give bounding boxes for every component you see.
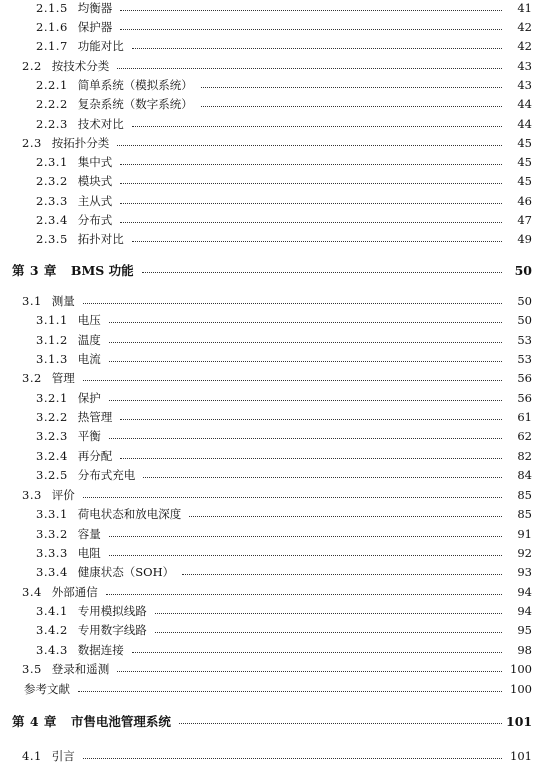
toc-entry-number: 3.4.1 xyxy=(36,604,68,618)
toc-entry-number: 3.3.1 xyxy=(36,507,68,521)
dot-leader xyxy=(109,438,502,439)
toc-entry-number: 2.3.1 xyxy=(36,155,68,169)
toc-entry-row[interactable] xyxy=(36,115,532,133)
toc-page-number: 92 xyxy=(517,546,532,560)
toc-entry-row[interactable] xyxy=(36,230,532,248)
toc-entry-title: 分布式充电 xyxy=(77,468,136,482)
toc-entry-row[interactable] xyxy=(22,57,532,75)
toc-page-number: 101 xyxy=(510,749,532,763)
toc-entry-row[interactable] xyxy=(36,505,532,523)
toc-entry-number: 3.3.3 xyxy=(36,546,68,560)
dot-leader xyxy=(106,594,502,595)
toc-entry-number: 2.2.1 xyxy=(36,78,68,92)
toc-entry-number: 3.1 xyxy=(22,294,42,308)
toc-entry-row[interactable] xyxy=(36,311,532,329)
toc-entry-title: 评价 xyxy=(51,488,75,502)
toc-entry-number: 2.2 xyxy=(22,59,42,73)
toc-entry-number: 2.1.6 xyxy=(36,20,68,34)
toc-entry-number: 2.1.7 xyxy=(36,39,68,53)
toc-entry-title: 健康状态（SOH） xyxy=(77,565,175,579)
toc-page-number: 45 xyxy=(517,155,532,169)
dot-leader xyxy=(83,497,502,498)
toc-entry-row[interactable] xyxy=(22,292,532,310)
toc-entry-title: 荷电状态和放电深度 xyxy=(77,507,182,521)
toc-entry-title: 功能对比 xyxy=(77,39,124,53)
toc-entry-number: 第 3 章 xyxy=(12,263,57,278)
toc-page-number: 45 xyxy=(517,174,532,188)
toc-entry-row[interactable] xyxy=(36,602,532,620)
toc-entry-number: 2.3.3 xyxy=(36,194,68,208)
toc-entry-number: 3.1.1 xyxy=(36,313,68,327)
dot-leader xyxy=(78,691,502,692)
toc-entry-number: 2.3.2 xyxy=(36,174,68,188)
toc-entry-title: 集中式 xyxy=(77,155,113,169)
toc-entry-title: 引言 xyxy=(51,749,75,763)
toc-entry-number: 2.2.3 xyxy=(36,117,68,131)
toc-entry-title: 热管理 xyxy=(77,410,113,424)
toc-entry-row[interactable] xyxy=(36,641,532,659)
toc-page-number: 43 xyxy=(517,78,532,92)
dot-leader xyxy=(120,203,502,204)
toc-chapter-row[interactable] xyxy=(12,259,532,281)
toc-entry-title: 外部通信 xyxy=(51,585,98,599)
dot-leader xyxy=(189,516,502,517)
toc-entry-title: 分布式 xyxy=(77,213,113,227)
toc-page-number: 44 xyxy=(517,117,532,131)
toc-entry-title: 管理 xyxy=(51,371,75,385)
toc-entry-title: 简单系统（模拟系统） xyxy=(77,78,193,92)
toc-entry-row[interactable] xyxy=(36,76,532,94)
toc-page-number: 62 xyxy=(517,429,532,443)
toc-page-number: 42 xyxy=(517,20,532,34)
toc-entry-row[interactable] xyxy=(36,37,532,55)
toc-entry-title: 参考文献 xyxy=(24,682,70,696)
toc-entry-number: 2.3.5 xyxy=(36,232,68,246)
toc-page-number: 100 xyxy=(510,682,532,696)
toc-entry-row[interactable] xyxy=(36,525,532,543)
toc-page-number: 98 xyxy=(517,643,532,657)
toc-page-number: 50 xyxy=(517,313,532,327)
toc-entry-row[interactable] xyxy=(22,134,532,152)
toc-entry-title: 拓扑对比 xyxy=(77,232,124,246)
dot-leader xyxy=(120,458,502,459)
toc-page-number: 95 xyxy=(517,623,532,637)
toc-entry-number: 4.1 xyxy=(22,749,42,763)
dot-leader xyxy=(109,400,502,401)
toc-page-number: 101 xyxy=(506,713,533,729)
toc-entry-title: 电阻 xyxy=(77,546,101,560)
toc-page-number: 43 xyxy=(517,59,532,73)
toc-entry-row[interactable] xyxy=(36,0,532,17)
toc-entry-title: 技术对比 xyxy=(77,117,124,131)
toc-entry-number: 2.3 xyxy=(22,136,42,150)
toc-entry-title: 按技术分类 xyxy=(51,59,110,73)
toc-page-number: 56 xyxy=(517,371,532,385)
toc-page-number: 41 xyxy=(517,1,532,15)
toc-entry-number: 3.3 xyxy=(22,488,42,502)
toc-page-number: 50 xyxy=(517,294,532,308)
toc-entry-row[interactable] xyxy=(36,408,532,426)
toc-entry-title: 电压 xyxy=(77,313,101,327)
toc-entry-title: BMS 功能 xyxy=(70,263,134,278)
toc-page-number: 53 xyxy=(517,352,532,366)
toc-entry-number: 3.3.4 xyxy=(36,565,68,579)
dot-leader xyxy=(117,68,502,69)
toc-entry-number: 2.1.5 xyxy=(36,1,68,15)
toc-entry-title: 登录和遥测 xyxy=(51,662,110,676)
dot-leader xyxy=(120,164,502,165)
toc-entry-title: 专用数字线路 xyxy=(77,623,147,637)
toc-entry-number: 3.2 xyxy=(22,371,42,385)
toc-page-number: 84 xyxy=(517,468,532,482)
toc-entry-row[interactable] xyxy=(22,660,532,678)
toc-entry-title: 按拓扑分类 xyxy=(51,136,110,150)
toc-entry-number: 3.2.3 xyxy=(36,429,68,443)
dot-leader xyxy=(120,29,502,30)
toc-page-number: 94 xyxy=(517,585,532,599)
toc-entry-row[interactable] xyxy=(36,211,532,229)
toc-page-number: 85 xyxy=(517,488,532,502)
toc-entry-title: 温度 xyxy=(77,333,101,347)
dot-leader xyxy=(155,632,502,633)
toc-page-number: 61 xyxy=(517,410,532,424)
toc-entry-number: 3.3.2 xyxy=(36,527,68,541)
toc-entry-row[interactable] xyxy=(22,747,532,765)
toc-page-number: 49 xyxy=(517,232,532,246)
dot-leader xyxy=(117,671,502,672)
dot-leader xyxy=(83,380,502,381)
dot-leader xyxy=(120,183,502,184)
toc-page-number: 50 xyxy=(514,262,532,278)
toc-page-number: 82 xyxy=(517,449,532,463)
toc-entry-row[interactable] xyxy=(36,427,532,445)
toc-entry-title: 专用模拟线路 xyxy=(77,604,147,618)
dot-leader xyxy=(109,555,502,556)
dot-leader xyxy=(117,145,502,146)
toc-entry-title: 主从式 xyxy=(77,194,113,208)
toc-page-number: 45 xyxy=(517,136,532,150)
dot-leader xyxy=(109,361,502,362)
toc-entry-number: 3.1.2 xyxy=(36,333,68,347)
toc-entry-title: 数据连接 xyxy=(77,643,124,657)
toc-entry-row[interactable] xyxy=(36,18,532,36)
toc-page-number: 42 xyxy=(517,39,532,53)
toc-page-number: 85 xyxy=(517,507,532,521)
toc-entry-row[interactable] xyxy=(36,172,532,190)
toc-entry-row[interactable] xyxy=(36,447,532,465)
dot-leader xyxy=(143,477,502,478)
toc-references-row[interactable] xyxy=(24,680,532,698)
dot-leader xyxy=(179,723,502,724)
toc-page-number: 93 xyxy=(517,565,532,579)
toc-entry-number: 3.4.3 xyxy=(36,643,68,657)
dot-leader xyxy=(201,106,502,107)
toc-entry-number: 2.3.4 xyxy=(36,213,68,227)
toc-entry-row[interactable] xyxy=(22,583,532,601)
dot-leader xyxy=(155,613,502,614)
toc-page-number: 94 xyxy=(517,604,532,618)
toc-page-number: 44 xyxy=(517,97,532,111)
toc-entry-row[interactable] xyxy=(36,466,532,484)
toc-entry-title: 模块式 xyxy=(77,174,113,188)
toc-entry-number: 3.5 xyxy=(22,662,42,676)
dot-leader xyxy=(201,87,502,88)
toc-entry-title: 保护器 xyxy=(77,20,113,34)
toc-entry-row[interactable] xyxy=(36,563,532,581)
toc-entry-title: 测量 xyxy=(51,294,75,308)
toc-entry-title: 再分配 xyxy=(77,449,113,463)
dot-leader xyxy=(132,48,502,49)
toc-entry-title: 保护 xyxy=(77,391,101,405)
toc-entry-row[interactable] xyxy=(36,331,532,349)
toc-page-number: 56 xyxy=(517,391,532,405)
toc-entry-number: 3.2.1 xyxy=(36,391,68,405)
dot-leader xyxy=(120,222,502,223)
toc-entry-number: 第 4 章 xyxy=(12,714,57,729)
toc-entry-number: 3.2.4 xyxy=(36,449,68,463)
dot-leader xyxy=(120,419,502,420)
toc-page-number: 46 xyxy=(517,194,532,208)
toc-entry-row[interactable] xyxy=(36,95,532,113)
dot-leader xyxy=(83,303,502,304)
toc-page-number: 53 xyxy=(517,333,532,347)
dot-leader xyxy=(83,758,502,759)
toc-entry-title: 容量 xyxy=(77,527,101,541)
toc-entry-title: 平衡 xyxy=(77,429,101,443)
dot-leader xyxy=(109,536,502,537)
toc-entry-number: 3.4 xyxy=(22,585,42,599)
toc-entry-number: 3.2.5 xyxy=(36,468,68,482)
toc-entry-row[interactable] xyxy=(22,486,532,504)
toc-page-number: 47 xyxy=(517,213,532,227)
dot-leader xyxy=(132,241,502,242)
toc-entry-row[interactable] xyxy=(36,621,532,639)
toc-entry-title: 电流 xyxy=(77,352,101,366)
dot-leader xyxy=(132,126,502,127)
toc-entry-row[interactable] xyxy=(36,153,532,171)
dot-leader xyxy=(120,10,502,11)
toc-entry-row[interactable] xyxy=(36,544,532,562)
toc-entry-title: 市售电池管理系统 xyxy=(70,714,171,729)
toc-entry-title: 复杂系统（数字系统） xyxy=(77,97,193,111)
toc-chapter-row[interactable] xyxy=(12,710,532,732)
toc-entry-number: 3.4.2 xyxy=(36,623,68,637)
toc-entry-number: 2.2.2 xyxy=(36,97,68,111)
toc-page-number: 100 xyxy=(510,662,532,676)
toc-entry-row[interactable] xyxy=(36,389,532,407)
dot-leader xyxy=(182,574,502,575)
toc-page-number: 91 xyxy=(517,527,532,541)
toc-entry-number: 3.1.3 xyxy=(36,352,68,366)
dot-leader xyxy=(132,652,502,653)
dot-leader xyxy=(109,322,502,323)
dot-leader xyxy=(142,272,502,273)
toc-entry-title: 均衡器 xyxy=(77,1,113,15)
toc-entry-row[interactable] xyxy=(22,369,532,387)
toc-entry-number: 3.2.2 xyxy=(36,410,68,424)
toc-entry-row[interactable] xyxy=(36,192,532,210)
toc-entry-row[interactable] xyxy=(36,350,532,368)
dot-leader xyxy=(109,342,502,343)
